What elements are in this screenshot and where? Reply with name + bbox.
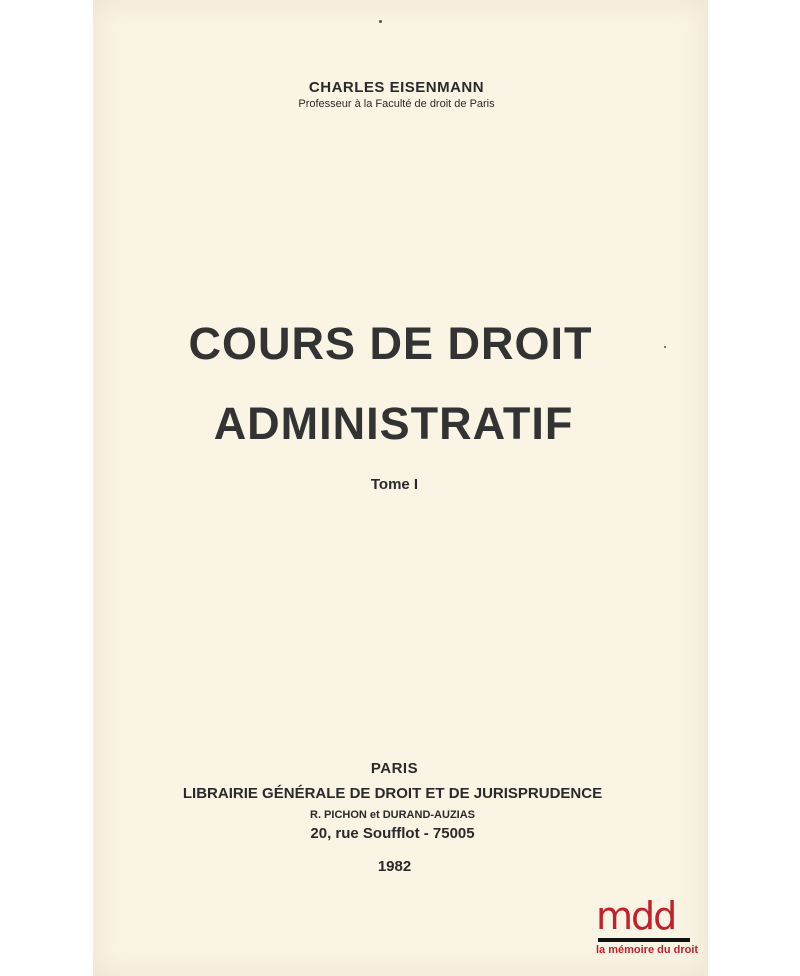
printer-name: R. PICHON et DURAND-AUZIAS xyxy=(310,809,475,821)
logo-underline xyxy=(598,938,690,942)
author-name: CHARLES EISENMANN xyxy=(308,79,485,96)
book-title-page xyxy=(93,0,708,976)
book-title-line-1: COURS DE DROIT xyxy=(188,318,593,369)
publisher-address: 20, rue Soufflot - 75005 xyxy=(310,825,475,842)
publication-city: PARIS xyxy=(370,760,419,777)
volume-label: Tome I xyxy=(370,476,419,493)
mdd-logo-mark: mdd xyxy=(596,894,676,938)
ink-speck xyxy=(379,20,382,23)
logo-tagline: la mémoire du droit xyxy=(596,944,699,956)
book-title-line-2: ADMINISTRATIF xyxy=(213,398,574,449)
publication-year: 1982 xyxy=(377,858,412,875)
publisher-name: LIBRAIRIE GÉNÉRALE DE DROIT ET DE JURISPRUDENCE xyxy=(182,785,603,802)
mdd-logo xyxy=(596,894,699,960)
author-affiliation: Professeur à la Faculté de droit de Paris xyxy=(298,98,495,110)
